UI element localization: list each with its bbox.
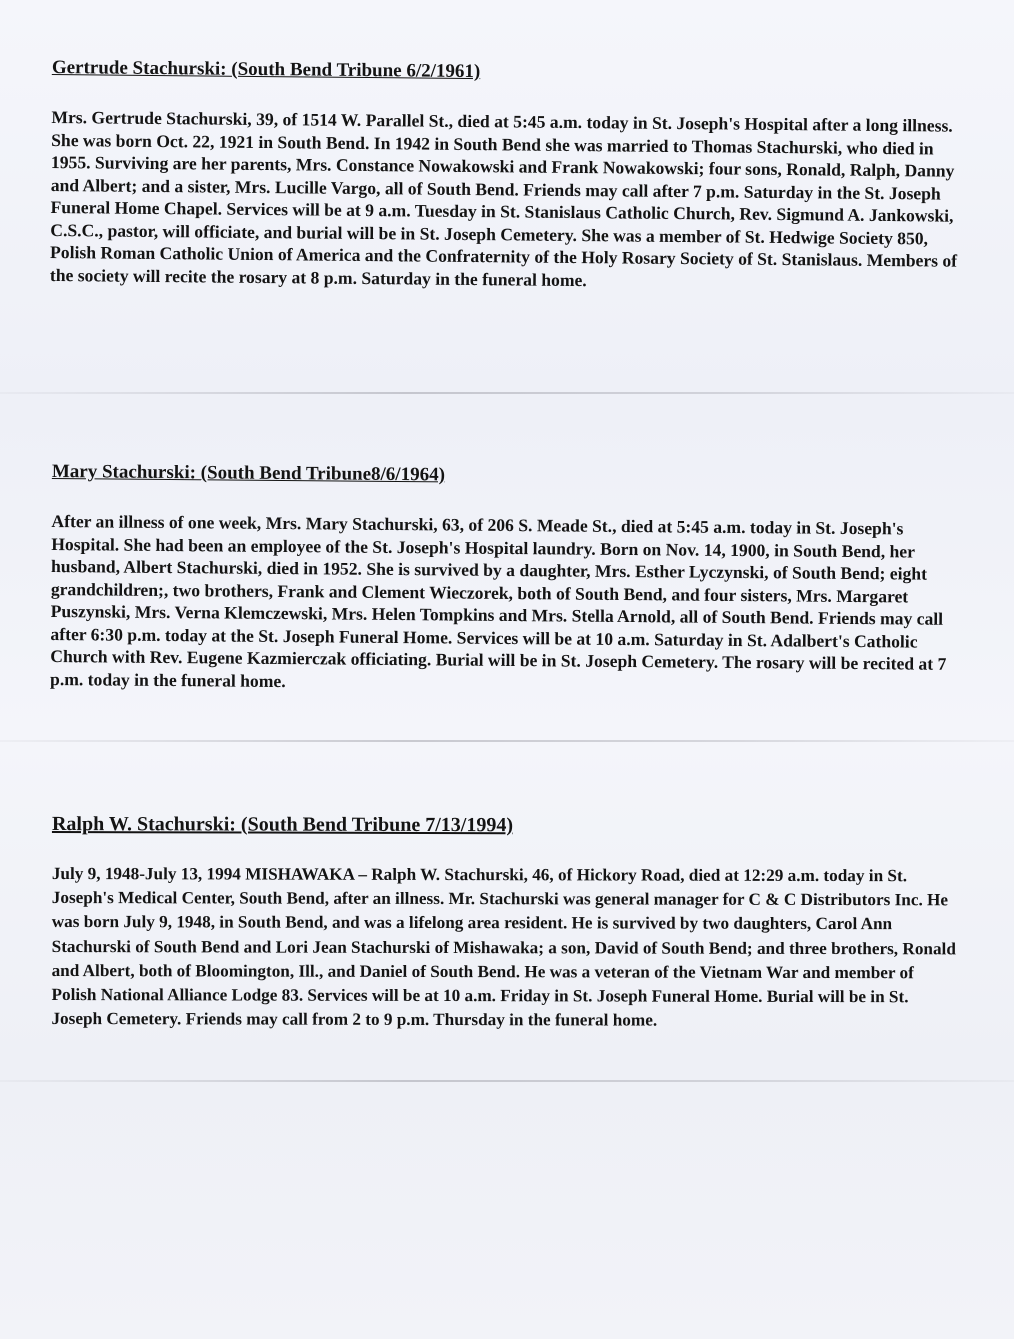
obituary-gertrude: [50, 56, 962, 295]
obituary-body: Mrs. Gertrude Stachurski, 39, of 1514 W. Parallel St., died at 5:45 a.m. today in St. Joseph's Hospital after a long illness. She was born Oct. 22, 1921 in South Bend. In 1942 in South Bend she was married to Thomas Stachurski, who died in 1955. Surviving are her parents, Mrs. Constance Nowakowski and Frank Nowakowski; four sons, Ronald, Ralph, Danny and Albert; and a sister, Mrs. Lucille Vargo, all of South Bend. Friends may call after 7 p.m. Saturday in the St. Joseph Funeral Home Chapel. Services will be at 9 a.m. Tuesday in St. Stanislaus Catholic Church, Rev. Sigmund A. Jankowski, C.S.C., pastor, will officiate, and burial will be in St. Joseph Cemetery. She was a member of St. Hedwige Society 850, Polish Roman Catholic Union of America and the Confraternity of the Holy Rosary Society of St. Stanislaus. Members of the society will recite the rosary at 8 p.m. Saturday in the funeral home.: [49, 106, 958, 290]
obituary-body: After an illness of one week, Mrs. Mary Stachurski, 63, of 206 S. Meade St., died at 5:45 a.m. today in St. Joseph's Hospital. She had been an employee of the St. Joseph's Hospital laundry. Born on Nov. 14, 1900, in South Bend, her husband, Albert Stachurski, died in 1952. She is survived by a daughter, Mrs. Esther Lyczynski, of South Bend; eight grandchildren;, two brothers, Frank and Clement Wieczorek, both of South Bend, and four sisters, Mrs. Margaret Puszynski, Mrs. Verna Klemczewski, Mrs. Helen Tompkins and Mrs. Stella Arnold, all of South Bend. Friends may call after 6:30 p.m. today at the St. Joseph Funeral Home. Services will be at 10 a.m. Saturday in St. Adalbert's Catholic Church with Rev. Eugene Kazmierczak officiating. Burial will be in St. Joseph Cemetery. The rosary will be recited at 7 p.m. today in the funeral home.: [50, 510, 947, 691]
obituary-body: July 9, 1948-July 13, 1994 MISHAWAKA – Ralph W. Stachurski, 46, of Hickory Road, died at 12:29 a.m. today in St. Joseph's Medical Center, South Bend, after an illness. Mr. Stachurski was general manager for C & C Distributors Inc. He was born July 9, 1948, in South Bend, and was a lifelong area resident. He is survived by two daughters, Carol Ann Stachurski of South Bend and Lori Jean Stachurski of Mishawaka; a son, David of South Bend; and three brothers, Ronald and Albert, both of Bloomington, Ill., and Daniel of South Bend. He was a veteran of the Vietnam War and member of Polish National Alliance Lodge 83. Services will be at 10 a.m. Friday in St. Joseph Funeral Home. Burial will be in St. Joseph Cemetery. Friends may call from 2 to 9 p.m. Thursday in the funeral home.: [51, 863, 956, 1030]
obituary-heading: Ralph W. Stachurski: (South Bend Tribune 7/13/1994): [51, 813, 514, 837]
paper-fold-line: [0, 740, 1014, 742]
obituary-mary: [50, 460, 962, 698]
paper-fold-line: [0, 1080, 1014, 1082]
paper-fold-line: [0, 392, 1014, 394]
obituary-heading: Gertrude Stachurski: (South Bend Tribune 6/2/1961): [51, 56, 481, 83]
obituary-heading: Mary Stachurski: (South Bend Tribune8/6/1964): [51, 460, 446, 486]
obituary-ralph: [51, 812, 962, 1034]
